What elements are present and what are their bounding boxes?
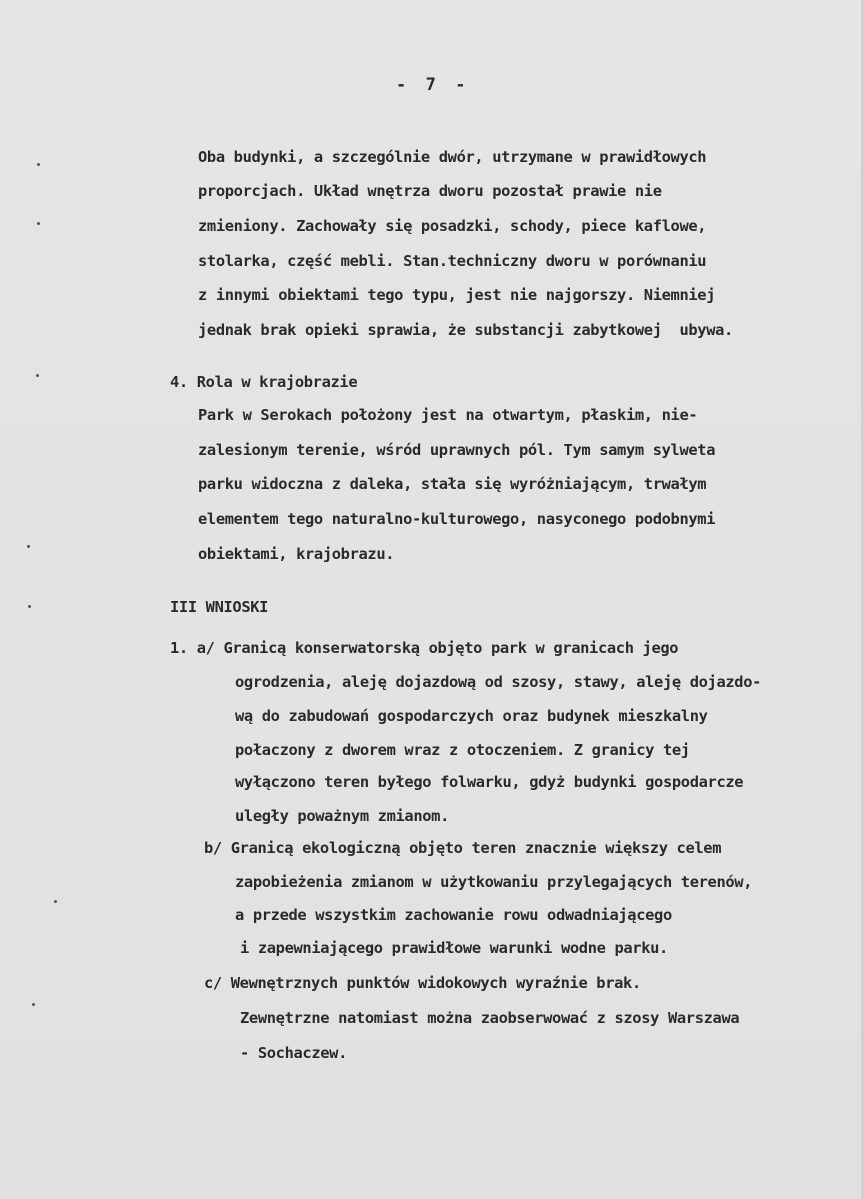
scan-speck <box>37 163 40 166</box>
text-line: parku widoczna z daleka, stała się wyróżniającym, trwałym <box>198 475 707 493</box>
text-line: b/ Granicą ekologiczną objęto teren znacznie większy celem <box>204 839 722 857</box>
scan-speck <box>32 1003 35 1006</box>
text-line: zapobieżenia zmianom w użytkowaniu przylegających terenów, <box>235 873 753 891</box>
text-line: 4. Rola w krajobrazie <box>170 373 358 391</box>
text-line: wyłączono teren byłego folwarku, gdyż budynki gospodarcze <box>235 773 744 791</box>
text-line: jednak brak opieki sprawia, że substancji zabytkowej ubywa. <box>198 321 733 339</box>
text-line: stolarka, część mebli. Stan.techniczny dworu w porównaniu <box>198 252 707 270</box>
scan-speck <box>36 374 39 377</box>
text-line: z innymi obiektami tego typu, jest nie najgorszy. Niemniej <box>198 286 716 304</box>
text-line: III WNIOSKI <box>170 598 269 616</box>
page-number: - 7 - <box>396 75 466 95</box>
text-line: ogrodzenia, aleję dojazdową od szosy, stawy, aleję dojazdo- <box>235 673 762 691</box>
text-line: proporcjach. Układ wnętrza dworu pozostał prawie nie <box>198 182 662 200</box>
text-line: c/ Wewnętrznych punktów widokowych wyraźnie brak. <box>204 974 641 992</box>
text-line: zalesionym terenie, wśród uprawnych pól. Tym samym sylweta <box>198 441 716 459</box>
text-line: Park w Serokach położony jest na otwartym, płaskim, nie- <box>198 406 698 424</box>
text-line: - Sochaczew. <box>240 1044 347 1062</box>
scan-speck <box>27 545 30 548</box>
text-line: Zewnętrzne natomiast można zaobserwować z szosy Warszawa <box>240 1009 740 1027</box>
scan-speck <box>54 900 57 903</box>
text-line: wą do zabudowań gospodarczych oraz budynek mieszkalny <box>235 707 708 725</box>
text-line: i zapewniającego prawidłowe warunki wodne parku. <box>240 939 668 957</box>
scan-speck <box>37 222 40 225</box>
text-line: 1. a/ Granicą konserwatorską objęto park w granicach jego <box>170 639 679 657</box>
text-line: a przede wszystkim zachowanie rowu odwadniającego <box>235 906 672 924</box>
text-line: połaczony z dworem wraz z otoczeniem. Z granicy tej <box>235 741 690 759</box>
text-line: zmieniony. Zachowały się posadzki, schody, piece kaflowe, <box>198 217 707 235</box>
text-line: Oba budynki, a szczególnie dwór, utrzymane w prawidłowych <box>198 148 707 166</box>
text-line: obiektami, krajobrazu. <box>198 545 395 563</box>
text-line: elementem tego naturalno-kulturowego, nasyconego podobnymi <box>198 510 716 528</box>
scan-speck <box>28 605 31 608</box>
text-line: uległy poważnym zmianom. <box>235 807 449 825</box>
